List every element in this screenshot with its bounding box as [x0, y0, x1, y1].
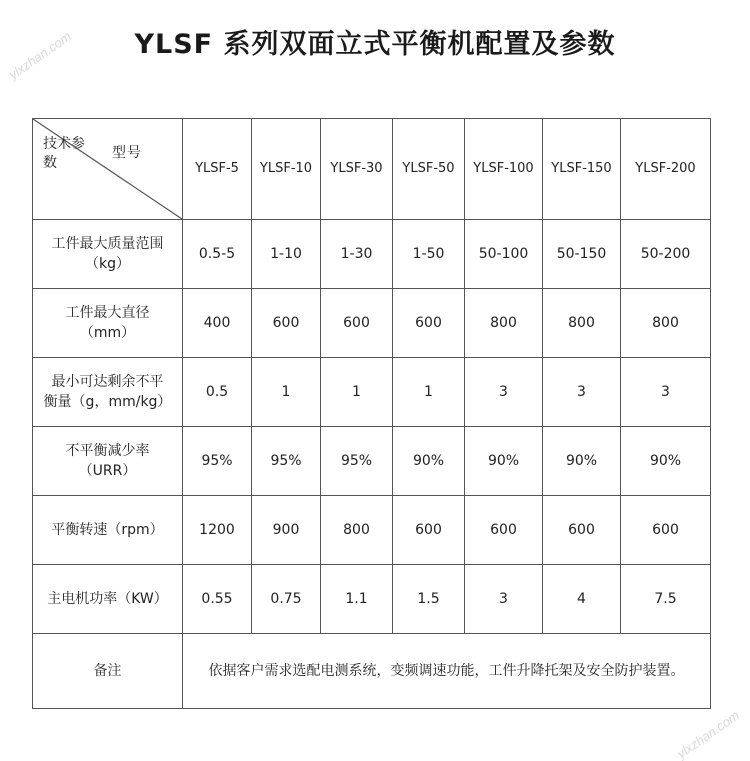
- table-cell: 50-100: [465, 220, 543, 289]
- table-cell: 0.75: [252, 565, 321, 634]
- table-cell: 1.1: [321, 565, 393, 634]
- table-cell: 90%: [543, 427, 621, 496]
- model-header: YLSF-30: [321, 119, 393, 220]
- row-label-line1: 工件最大质量范围: [51, 235, 164, 252]
- page-title: YLSF 系列双面立式平衡机配置及参数: [134, 29, 616, 60]
- table-cell: 800: [621, 289, 711, 358]
- table-cell: 95%: [321, 427, 393, 496]
- table-header-row: [33, 119, 711, 220]
- note-text: 依据客户需求选配电测系统，变频调速功能，工件升降托架及安全防护装置。: [183, 634, 711, 709]
- table-cell: 3: [621, 358, 711, 427]
- row-label-line2: （kg）: [85, 256, 130, 272]
- table-cell: 1-10: [252, 220, 321, 289]
- corner-model-label: 型号: [112, 145, 142, 161]
- row-label: [33, 496, 183, 565]
- table-cell: 600: [465, 496, 543, 565]
- row-label-line2: （URR）: [78, 463, 137, 479]
- table-cell: 1: [321, 358, 393, 427]
- watermark-bottom: ylxzhan.com: [673, 707, 742, 761]
- row-label: [33, 427, 183, 496]
- table-cell: 50-200: [621, 220, 711, 289]
- table-cell: 95%: [183, 427, 252, 496]
- table-cell: 600: [321, 289, 393, 358]
- table-row: [33, 289, 711, 358]
- table-cell: 90%: [465, 427, 543, 496]
- table-cell: 90%: [621, 427, 711, 496]
- note-row: [33, 634, 711, 709]
- table-cell: 1.5: [393, 565, 465, 634]
- spec-table: [32, 118, 711, 709]
- table-cell: 3: [465, 565, 543, 634]
- table-cell: 800: [543, 289, 621, 358]
- table-cell: 4: [543, 565, 621, 634]
- row-label: [33, 565, 183, 634]
- table-cell: 95%: [252, 427, 321, 496]
- table-cell: 900: [252, 496, 321, 565]
- table-cell: 7.5: [621, 565, 711, 634]
- model-header: YLSF-10: [252, 119, 321, 220]
- table-cell: 3: [543, 358, 621, 427]
- corner-param-label: 技术参数: [43, 136, 85, 171]
- table-cell: 0.5: [183, 358, 252, 427]
- table-row: [33, 565, 711, 634]
- row-label: [33, 289, 183, 358]
- model-header: YLSF-200: [621, 119, 711, 220]
- row-label-line1: 主电机功率（KW）: [47, 590, 168, 607]
- table-cell: 1200: [183, 496, 252, 565]
- table-row: [33, 496, 711, 565]
- table-cell: 50-150: [543, 220, 621, 289]
- table-row: [33, 220, 711, 289]
- row-label-line1: 平衡转速（rpm）: [51, 521, 164, 538]
- row-label-line1: 不平衡减少率: [65, 442, 150, 459]
- row-label-line1: 工件最大直径: [65, 304, 150, 321]
- note-label: 备注: [33, 634, 183, 709]
- row-label: [33, 358, 183, 427]
- table-cell: 0.5-5: [183, 220, 252, 289]
- table-cell: 90%: [393, 427, 465, 496]
- table-cell: 800: [321, 496, 393, 565]
- table-cell: 1: [252, 358, 321, 427]
- table-cell: 400: [183, 289, 252, 358]
- table-cell: 1-50: [393, 220, 465, 289]
- model-header: YLSF-100: [465, 119, 543, 220]
- table-cell: 600: [393, 289, 465, 358]
- table-cell: 600: [393, 496, 465, 565]
- table-cell: 600: [543, 496, 621, 565]
- table-cell: 600: [621, 496, 711, 565]
- table-cell: 800: [465, 289, 543, 358]
- table-cell: 1-30: [321, 220, 393, 289]
- row-label: [33, 220, 183, 289]
- row-label-line2: 衡量（g，mm/kg）: [43, 394, 172, 410]
- table-row: [33, 427, 711, 496]
- row-label-line2: （mm）: [79, 325, 136, 341]
- table-cell: 1: [393, 358, 465, 427]
- table-cell: 3: [465, 358, 543, 427]
- model-header: YLSF-50: [393, 119, 465, 220]
- table-cell: 0.55: [183, 565, 252, 634]
- row-label-line1: 最小可达剩余不平: [51, 373, 164, 390]
- corner-cell: [33, 119, 183, 220]
- model-header: YLSF-5: [183, 119, 252, 220]
- table-row: [33, 358, 711, 427]
- watermark-top: ylxzhan.com: [6, 28, 74, 83]
- model-header: YLSF-150: [543, 119, 621, 220]
- table-cell: 600: [252, 289, 321, 358]
